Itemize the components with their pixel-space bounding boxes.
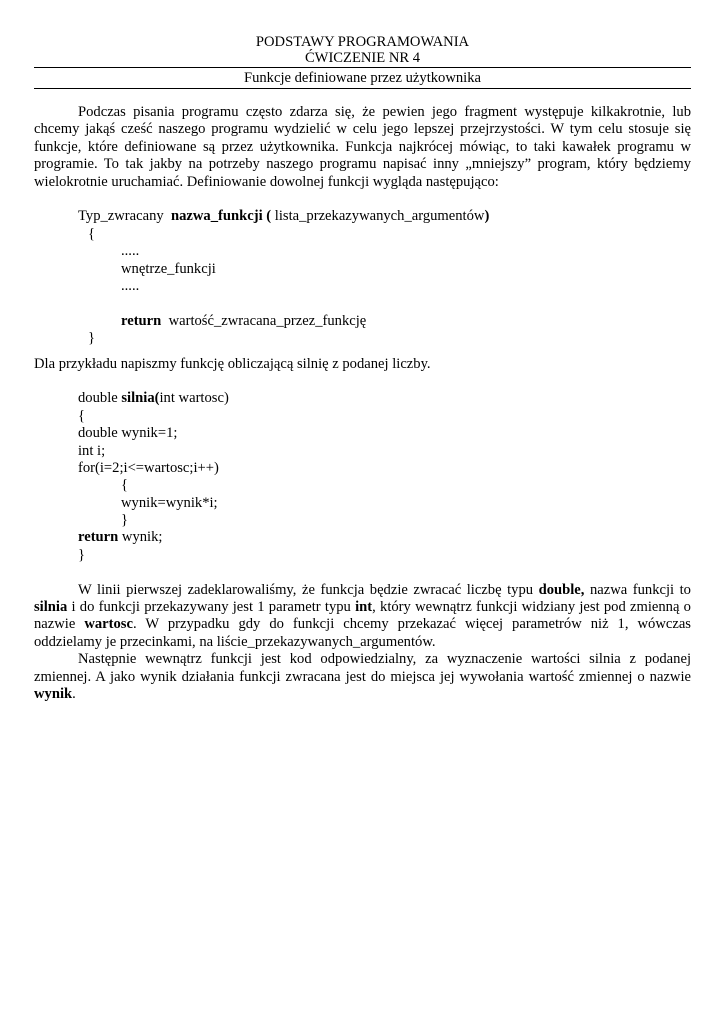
code-line-1: double silnia(int wartosc) xyxy=(78,390,229,407)
syntax-function-name: nazwa_funkcji ( xyxy=(171,208,272,225)
code-line-10: } xyxy=(78,546,86,563)
syntax-close-brace: } xyxy=(88,330,96,347)
explanation-paragraph-1: W linii pierwszej zadeklarowaliśmy, że funkcja będzie zwracać liczbę typu double, nazwa funkcji to silnia i do funkcji przekazywany jest 1 parametr typu int, który wewnątrz funkcji widziany jest pod zmienną o nazwie wartosc. W przypadku gdy do funkcji chcemy przekazać więcej parametrów niż 1, wówczas oddzielamy je przecinkami, na liście_przekazywanych_argumentów. xyxy=(34,581,691,650)
example-intro: Dla przykładu napiszmy funkcję obliczającą silnię z podanej liczby. xyxy=(34,355,431,372)
code-line-5: for(i=2;i<=wartosc;i++) xyxy=(78,459,219,476)
intro-paragraph: Podczas pisania programu często zdarza się, że pewien jego fragment występuje kilkakrotnie, lub chcemy jakąś cześć naszego programu wydzielić w celu jego lepszej przejrzystości. W tym celu stosuje się funkcje, które definiowane są przez użytkownika. Funkcja najkrócej mówiąc, to taki kawałek programu w programie. To tak jakby na potrzeby naszego programu napisać inny „mniejszy” program, który będziemy wielokrotnie uruchamiać. Definiowanie dowolnej funkcji wygląda następująco: xyxy=(34,104,691,190)
syntax-return: return wartość_zwracana_przez_funkcję xyxy=(121,312,367,329)
code-line-6: { xyxy=(121,477,129,494)
exercise-number: ĆWICZENIE NR 4 xyxy=(304,50,421,66)
syntax-dots-top: ..... xyxy=(121,243,140,260)
code-line-7: wynik=wynik*i; xyxy=(121,494,218,511)
code-example xyxy=(34,390,691,564)
code-line-3: double wynik=1; xyxy=(78,425,178,442)
code-line-9: return wynik; xyxy=(78,529,163,546)
header-rule-top xyxy=(34,67,691,68)
syntax-open-brace: { xyxy=(88,225,96,242)
code-line-4: int i; xyxy=(78,442,106,459)
code-line-2: { xyxy=(78,407,86,424)
syntax-body: wnętrze_funkcji xyxy=(121,260,216,277)
syntax-block xyxy=(34,208,691,347)
explanation-paragraph-2: Następnie wewnątrz funkcji jest kod odpowiedzialny, za wyznaczenie wartości silnia z podanej zmiennej. A jako wynik działania funkcji zwracana jest do miejsca jej wywołania wartość zmiennej o nazwie wynik. xyxy=(34,651,691,703)
document-body xyxy=(34,104,691,703)
syntax-signature: Typ_zwracany nazwa_funkcji ( lista_przekazywanych_argumentów) xyxy=(78,208,490,225)
syntax-dots-bottom: ..... xyxy=(121,277,140,294)
document-header xyxy=(34,34,691,66)
code-line-8: } xyxy=(121,512,129,529)
course-title: PODSTAWY PROGRAMOWANIA xyxy=(255,34,470,50)
header-rule-bottom xyxy=(34,88,691,89)
section-title: Funkcje definiowane przez użytkownika xyxy=(243,70,482,86)
